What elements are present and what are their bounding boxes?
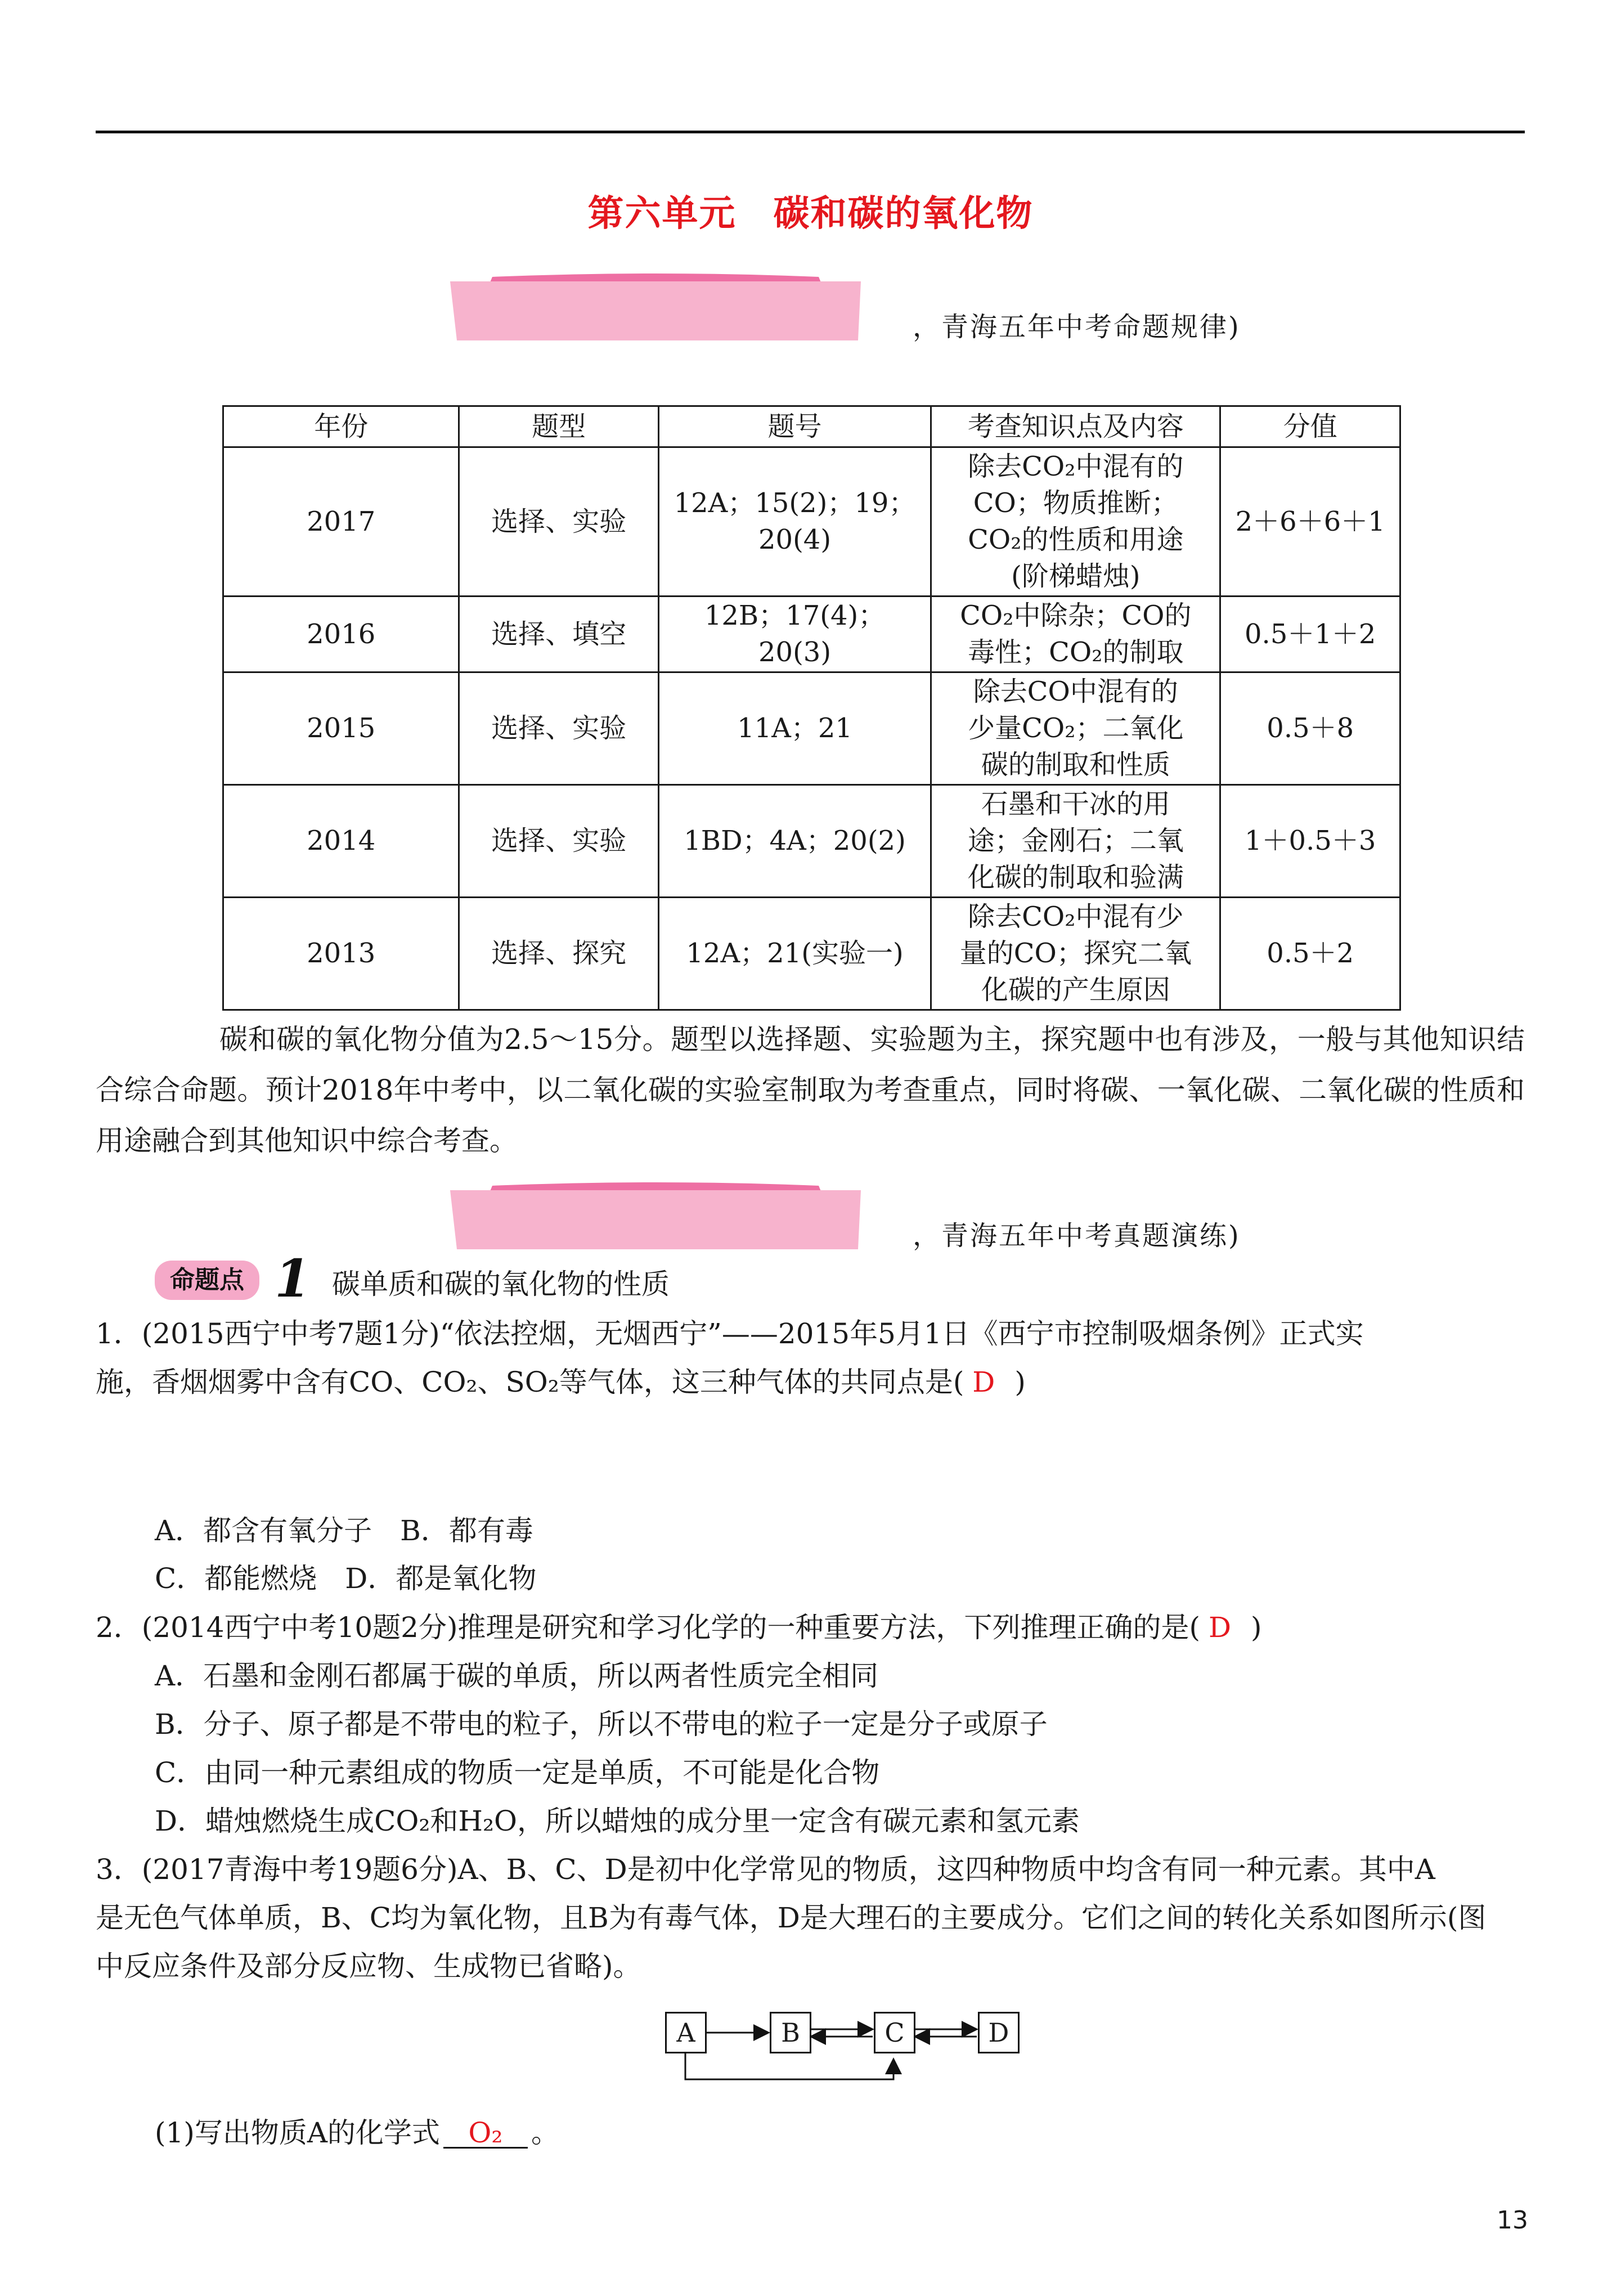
q3-sub1-suffix: 。	[531, 2116, 559, 2149]
table-row	[223, 672, 1400, 785]
table-header-row	[223, 406, 1400, 447]
cell-line: 石墨和干冰的用	[981, 788, 1170, 820]
cell-year: 2017	[223, 447, 459, 597]
cell-score: 0.5＋1＋2	[1220, 597, 1400, 672]
q2-stem	[96, 1611, 1525, 1644]
cell-line: 少量CO₂；二氧化	[968, 712, 1184, 744]
cell-line: 除去CO₂中混有的	[968, 451, 1184, 482]
cell-content	[931, 447, 1220, 597]
point-title: 碳单质和碳的氧化物的性质	[332, 1268, 670, 1301]
table-row	[223, 447, 1400, 597]
cell-line: 毒性；CO₂的制取	[968, 636, 1184, 668]
cell-score: 0.5＋2	[1220, 898, 1400, 1010]
q2-option: D．蜡烛燃烧生成CO₂和H₂O，所以蜡烛的成分里一定含有碳元素和氢元素	[155, 1805, 1080, 1837]
q3-line3: 中反应条件及部分反应物、生成物已省略)。	[96, 1950, 641, 1983]
q3-sub1-prefix: (1)写出物质A的化学式	[155, 2116, 440, 2149]
header-score: 分值	[1220, 406, 1400, 447]
cell-line: CO；物质推断；	[973, 487, 1178, 519]
page-number: 13	[1497, 2206, 1528, 2235]
q3-line2: 是无色气体单质，B、C均为氧化物，且B为有毒气体，D是大理石的主要成分。它们之间的转化关系如图所示(图	[96, 1902, 1487, 1934]
cell-year: 2016	[223, 597, 459, 672]
header-rule	[96, 131, 1525, 133]
cell-line: 化碳的制取和验满	[967, 862, 1184, 893]
header-number: 题号	[658, 406, 931, 447]
cell-score: 2＋6＋6＋1	[1220, 447, 1400, 597]
cell-line: CO₂中除杂；CO的	[960, 600, 1192, 631]
cell-content	[931, 898, 1220, 1010]
header-content: 考查知识点及内容	[931, 406, 1220, 447]
q2-answer: D	[1208, 1611, 1232, 1644]
cell-line: (阶梯蜡烛)	[1011, 560, 1140, 592]
q2-option: C．由同一种元素组成的物质一定是单质，不可能是化合物	[155, 1756, 880, 1789]
cell-year: 2014	[223, 785, 459, 898]
section-1-label: ，青海五年中考命题规律)	[913, 311, 1241, 343]
header-type: 题型	[459, 406, 658, 447]
cell-line: 12A；21(实验一)	[686, 938, 904, 969]
cell-line: 11A；21	[737, 712, 852, 744]
cell-line: 除去CO₂中混有少	[968, 901, 1184, 932]
cell-numbers	[658, 597, 931, 672]
header-year: 年份	[223, 406, 459, 447]
cell-content	[931, 672, 1220, 785]
diagram-node-c: C	[874, 2012, 915, 2053]
cell-line: 12A；15(2)；19；	[673, 487, 916, 519]
section-banner-2	[444, 1173, 866, 1263]
cell-score: 1＋0.5＋3	[1220, 785, 1400, 898]
conversion-diagram	[664, 2012, 1024, 2102]
cell-line: 20(3)	[758, 636, 832, 668]
cell-type: 选择、探究	[459, 898, 658, 1010]
diagram-arrows	[664, 2012, 1024, 2102]
cell-type: 选择、填空	[459, 597, 658, 672]
point-number: 1	[275, 1248, 311, 1309]
cell-line: 化碳的产生原因	[981, 974, 1170, 1006]
q2-close-paren: )	[1251, 1611, 1262, 1644]
q1-stem-text: 施，香烟烟雾中含有CO、CO₂、SO₂等气体，这三种气体的共同点是(	[96, 1366, 964, 1398]
cell-type: 选择、实验	[459, 672, 658, 785]
q1-option-line: A．都含有氧分子 B．都有毒	[155, 1514, 533, 1547]
diagram-node-d: D	[978, 2012, 1020, 2053]
cell-numbers	[658, 447, 931, 597]
q3-sub1-answer: O₂	[443, 2119, 528, 2149]
section-banner-1	[444, 264, 866, 355]
cell-content	[931, 785, 1220, 898]
q1-close-paren: )	[1014, 1366, 1026, 1398]
q3-line1: 3．(2017青海中考19题6分)A、B、C、D是初中化学常见的物质，这四种物质中均含有同一种元素。其中A	[96, 1853, 1435, 1886]
cell-type: 选择、实验	[459, 785, 658, 898]
cell-line: 碳的制取和性质	[981, 749, 1170, 781]
table-row	[223, 597, 1400, 672]
cell-content	[931, 597, 1220, 672]
cell-type: 选择、实验	[459, 447, 658, 597]
section-2-label: ，青海五年中考真题演练)	[913, 1220, 1241, 1252]
cell-numbers	[658, 672, 931, 785]
diagram-node-b: B	[770, 2012, 811, 2053]
cell-line: CO₂的性质和用途	[968, 524, 1184, 555]
table-row	[223, 785, 1400, 898]
cell-line: 12B；17(4)；	[704, 600, 886, 631]
cell-score: 0.5＋8	[1220, 672, 1400, 785]
q1-option-line: C．都能燃烧 D．都是氧化物	[155, 1562, 537, 1595]
cell-year: 2015	[223, 672, 459, 785]
summary-paragraph: 碳和碳的氧化物分值为2.5～15分。题型以选择题、实验题为主，探究题中也有涉及，一般与其他知识结合综合命题。预计2018年中考中，以二氧化碳的实验室制取为考查重点，同时将碳、一氧化碳、二氧化碳的性质和用途融合到其他知识中综合考查。	[96, 1023, 1525, 1157]
cell-numbers	[658, 785, 931, 898]
q1-stem-line1: 1．(2015西宁中考7题1分)“依法控烟，无烟西宁”——2015年5月1日《西宁市控制吸烟条例》正式实	[96, 1317, 1364, 1350]
unit-title: 第六单元 碳和碳的氧化物	[587, 192, 1034, 235]
exam-pattern-table	[222, 405, 1401, 1011]
q3-sub1	[155, 2116, 1584, 2150]
point-badge: 命题点	[155, 1261, 259, 1300]
cell-numbers	[658, 898, 931, 1010]
q1-stem-line2	[96, 1365, 1525, 1399]
table-row	[223, 898, 1400, 1010]
cell-line: 途；金刚石；二氧	[967, 825, 1184, 856]
q2-stem-text: 2．(2014西宁中考10题2分)推理是研究和学习化学的一种重要方法，下列推理正确的是(	[96, 1611, 1201, 1644]
cell-year: 2013	[223, 898, 459, 1010]
q2-option: A．石墨和金刚石都属于碳的单质，所以两者性质完全相同	[155, 1660, 879, 1692]
diagram-node-a: A	[665, 2012, 707, 2053]
cell-line: 1BD；4A；20(2)	[684, 825, 906, 856]
cell-line: 除去CO中混有的	[973, 676, 1178, 707]
cell-line: 量的CO；探究二氧	[959, 938, 1192, 969]
q2-option: B．分子、原子都是不带电的粒子，所以不带电的粒子一定是分子或原子	[155, 1708, 1048, 1741]
cell-line: 20(4)	[758, 524, 832, 555]
q1-answer: D	[972, 1366, 995, 1398]
